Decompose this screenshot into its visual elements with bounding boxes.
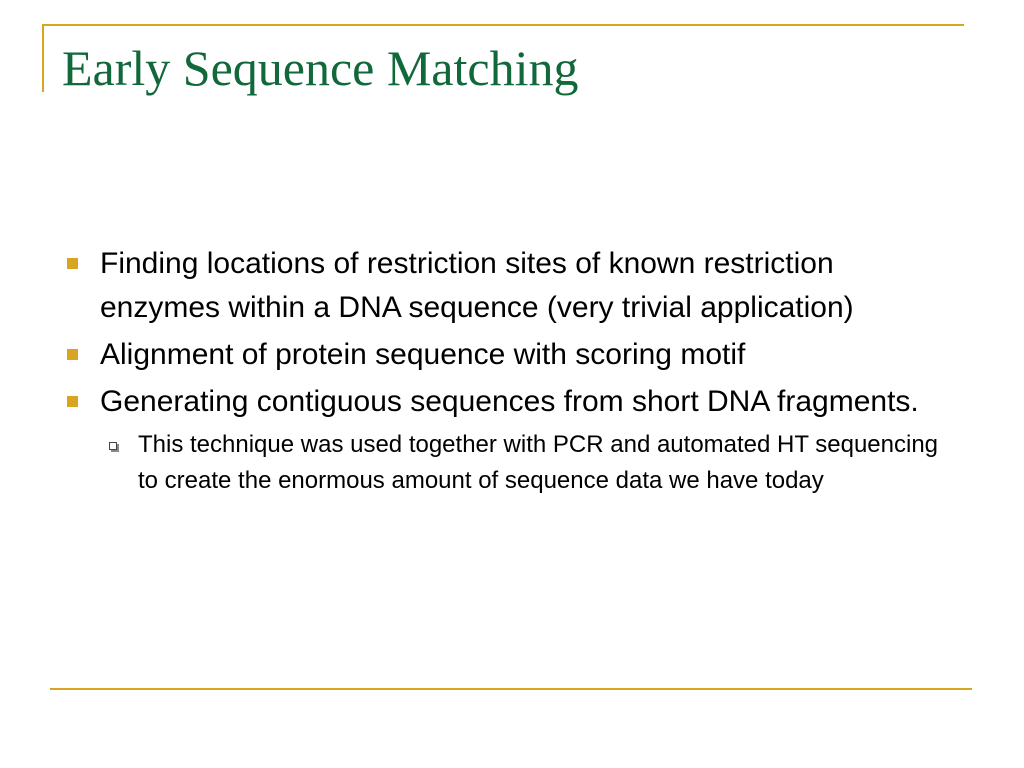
slide-body <box>62 242 962 499</box>
bullet-item <box>62 380 962 424</box>
bottom-divider-line <box>50 688 972 690</box>
bullet-item <box>62 333 962 377</box>
frame-left-line <box>42 24 44 92</box>
frame-top-line <box>42 24 964 26</box>
hollow-square-bullet-icon <box>109 442 117 450</box>
sub-bullet-item <box>62 427 962 499</box>
square-bullet-icon <box>67 349 78 360</box>
sub-bullet-text: This technique was used together with PCR and automated HT sequencing to create the enormous amount of sequence data we have today <box>138 431 939 494</box>
bullet-text: Generating contiguous sequences from short DNA fragments. <box>100 385 919 418</box>
bullet-item <box>62 242 962 330</box>
square-bullet-icon <box>67 258 78 269</box>
bullet-text: Alignment of protein sequence with scoring motif <box>100 338 746 371</box>
slide-title: Early Sequence Matching <box>62 40 579 96</box>
square-bullet-icon <box>67 396 78 407</box>
bullet-text: Finding locations of restriction sites of known restriction enzymes within a DNA sequence (very trivial application) <box>100 247 854 324</box>
